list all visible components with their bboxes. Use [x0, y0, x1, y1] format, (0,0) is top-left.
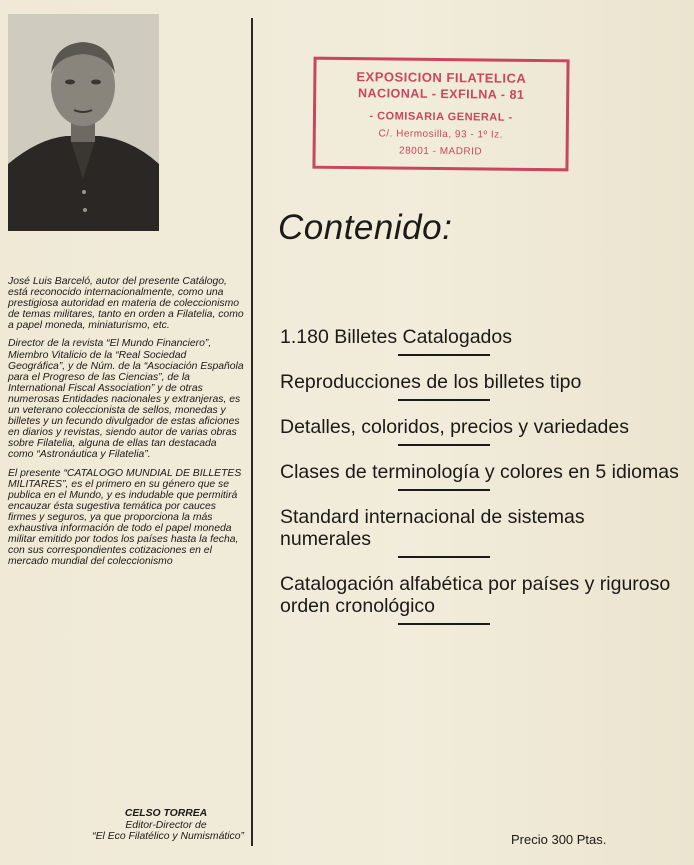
- bio-paragraph-3: El presente “CATALOGO MUNDIAL DE BILLETES MILITARES”, es el primero en su género que se publica en el Mundo, y es indudable que permitirá encauzar ésta sugestiva temática por cauces firmes y seguros, ya que proporciona la más exhaustiva información de todo el papel moneda militar emitido por todos los países hasta la fecha, con sus correspondientes cotizaciones en el mercado mundial del coleccionismo: [8, 467, 242, 568]
- stamp-line-2: NACIONAL - EXFILNA - 81: [357, 86, 525, 102]
- author-biography: [8, 276, 244, 574]
- contents-item-1: 1.180 Billetes Catalogados: [280, 326, 512, 348]
- separator-rule: [398, 623, 490, 625]
- contents-item-4: Clases de terminología y colores en 5 idiomas: [280, 461, 679, 483]
- author-portrait-image: [8, 14, 159, 231]
- column-divider: [251, 18, 253, 846]
- contents-item-6: Catalogación alfabética por países y riguroso orden cronológico: [280, 573, 671, 617]
- bio-paragraph-1: José Luis Barceló, autor del presente Catálogo, está reconocido internacionalmente, como una prestigiosa autoridad en materia de coleccionismo de temas militares, tanto en orden a Filatelia, como a papel moneda, miniaturismo, etc.: [8, 276, 244, 332]
- stamp-line-4: C/. Hermosilla, 93 - 1º Iz.: [378, 128, 504, 141]
- contents-title: Contenido:: [278, 208, 453, 247]
- separator-rule: [398, 444, 490, 446]
- bio-paragraph-2: Director de la revista “El Mundo Financiero”, Miembro Vitalicio de la “Real Sociedad Geográfica”, y de Núm. de la “Asociación Española para el Progreso de las Ciencias”, de la International Fiscal Association” y de otras numerosas Entidades nacionales y extranjeras, es un veterano coleccionista de sellos, monedas y billetes y un fecundo divulgador de estas aficiones en diarios y revistas, siendo autor de varias obras sobre Filatelia, alguna de ellas tan destacada como “Astronáutica y Filatelia”.: [8, 338, 244, 461]
- contents-list: [280, 326, 680, 640]
- stamp-line-3: - COMISARIA GENERAL -: [369, 110, 513, 124]
- exhibition-stamp: [312, 57, 569, 172]
- author-portrait: [8, 14, 159, 231]
- separator-rule: [398, 556, 490, 558]
- separator-rule: [398, 399, 490, 401]
- contents-item-2: Reproducciones de los billetes tipo: [280, 371, 582, 393]
- stamp-line-1: EXPOSICION FILATELICA: [356, 69, 527, 86]
- signature-name: CELSO TORREA: [124, 808, 208, 819]
- separator-rule: [398, 489, 490, 491]
- separator-rule: [398, 354, 490, 356]
- contents-item-5: Standard internacional de sistemas numerales: [280, 506, 585, 550]
- contents-item-3: Detalles, coloridos, precios y variedades: [280, 416, 630, 438]
- price-label: Precio 300 Ptas.: [511, 832, 607, 847]
- stamp-line-5: 28001 - MADRID: [398, 145, 483, 158]
- signature-publication: “El Eco Filatélico y Numismático”: [92, 831, 244, 843]
- signature-role: Editor-Director de: [125, 819, 207, 831]
- signature-block: [8, 808, 244, 843]
